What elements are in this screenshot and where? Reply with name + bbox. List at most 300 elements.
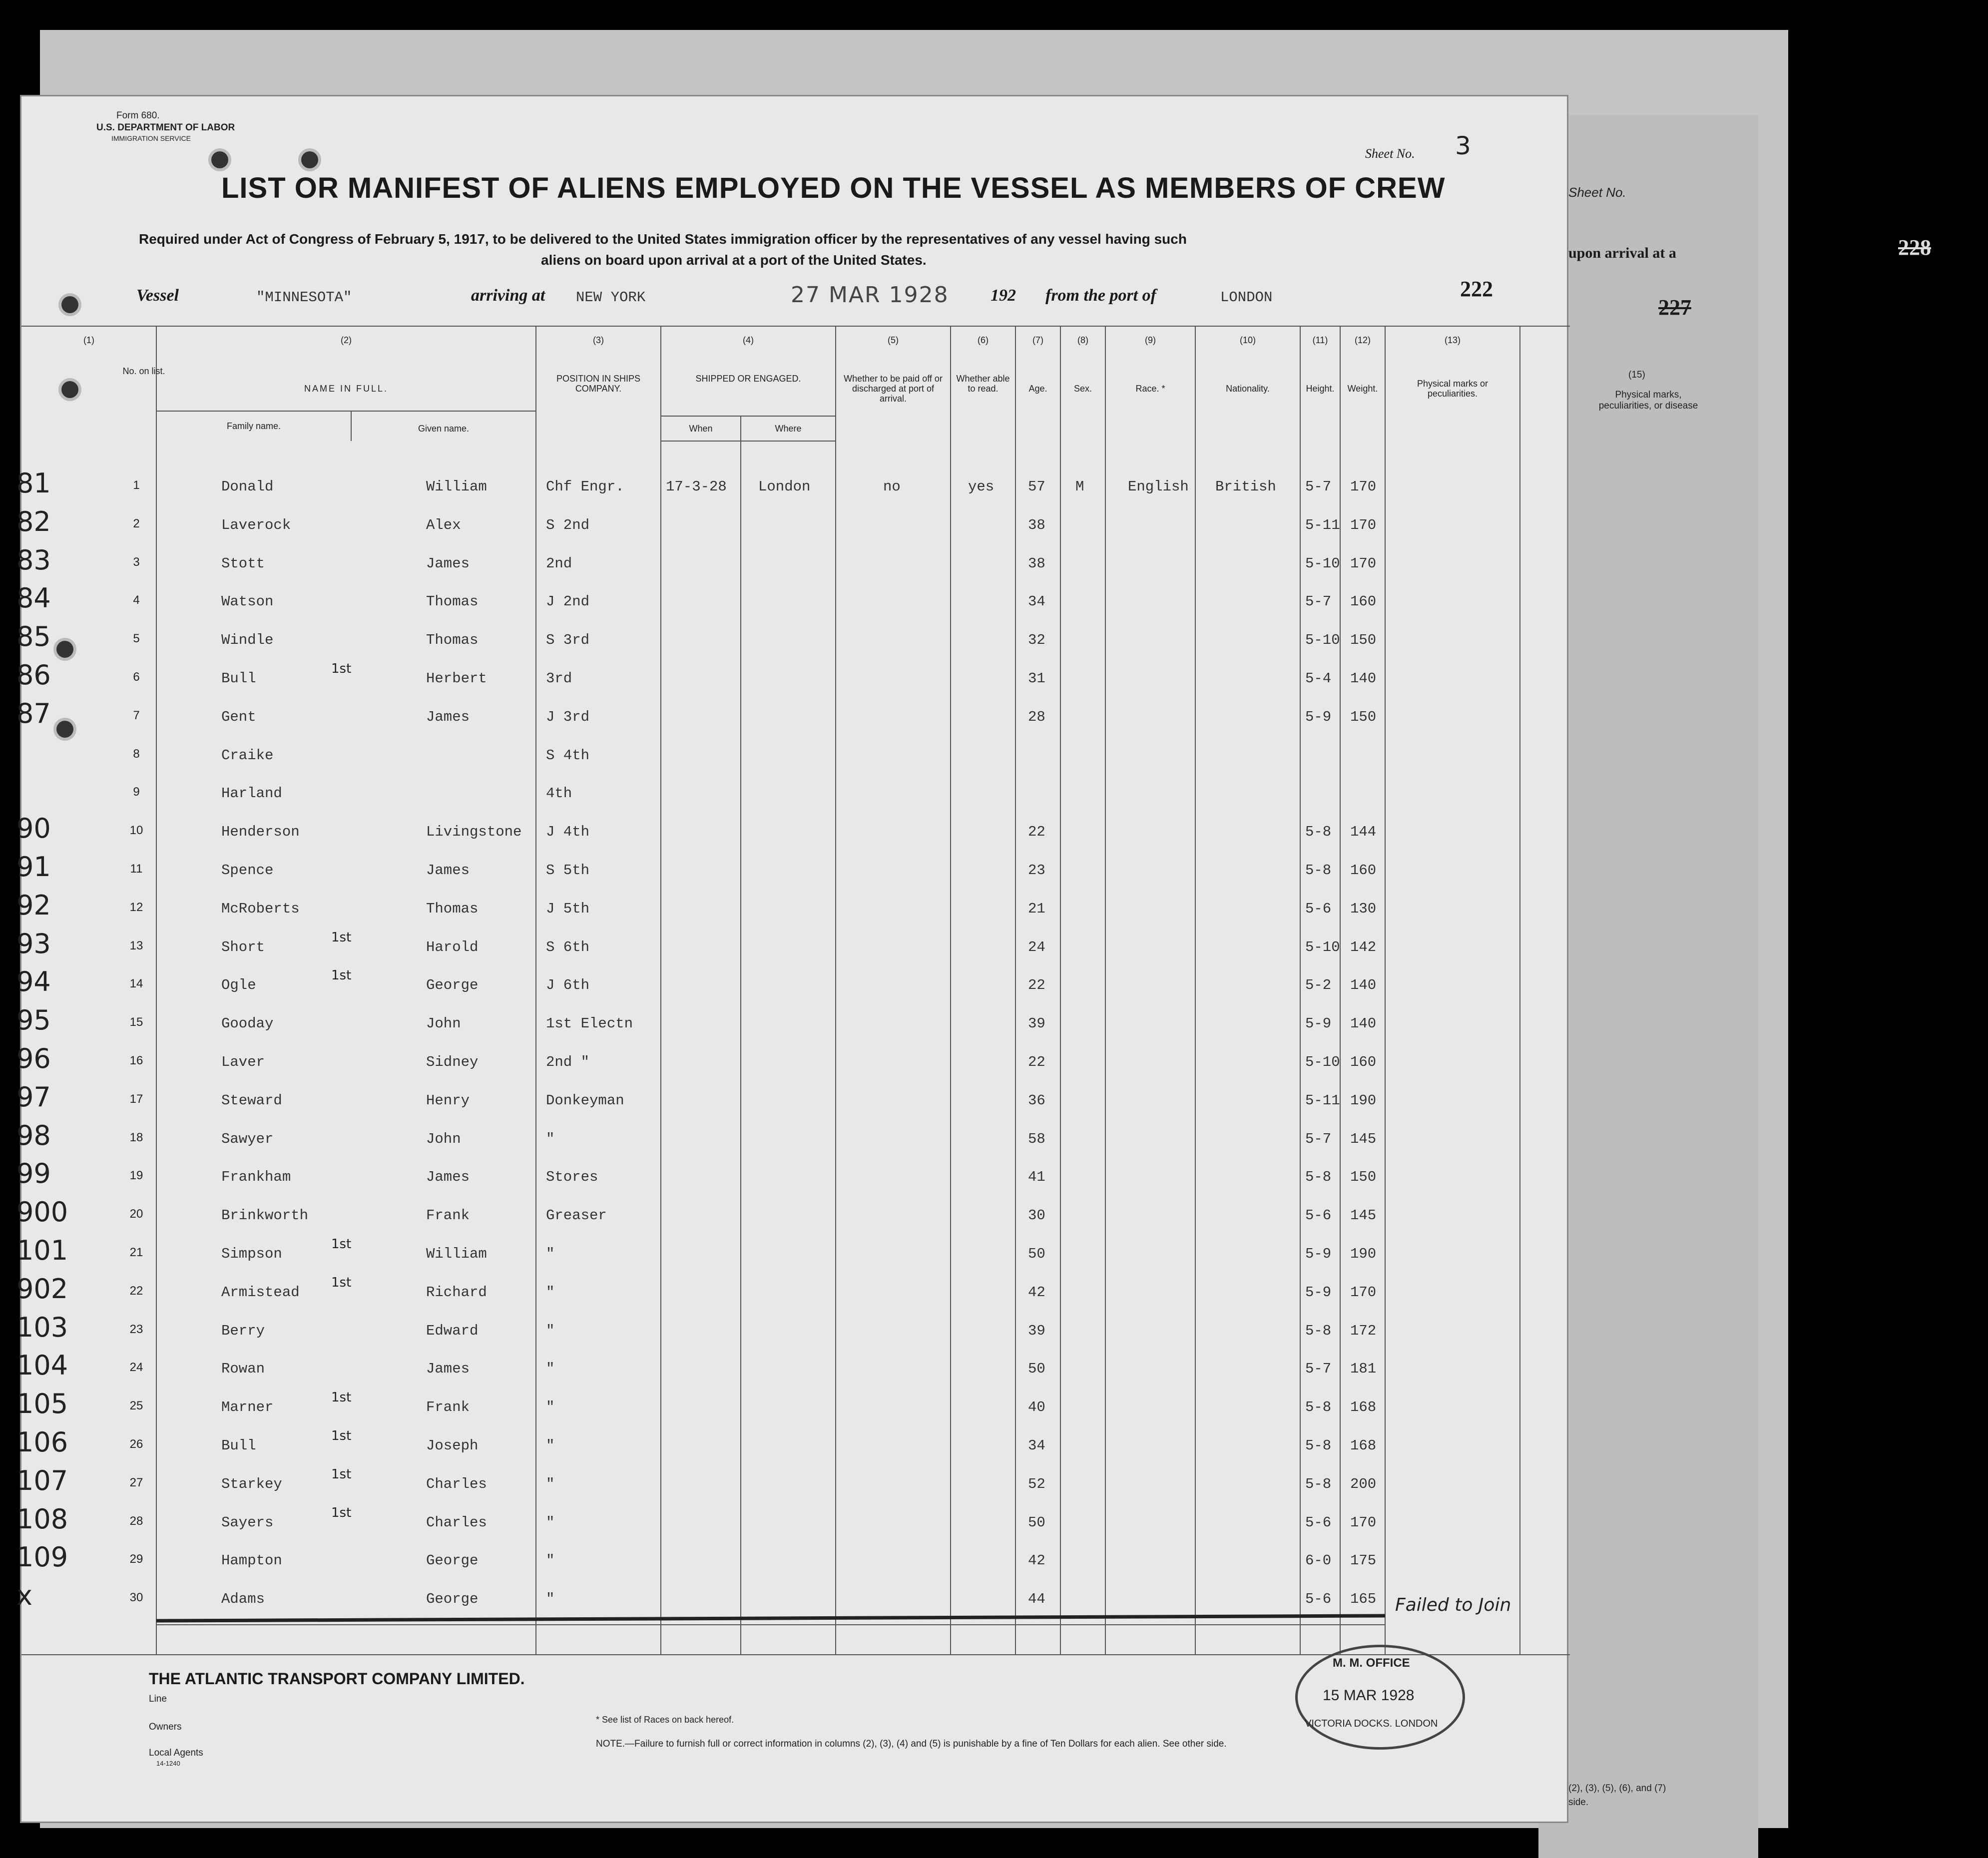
from-port: LONDON [1220,289,1273,306]
given-name: George [426,977,479,994]
height: 5-4 [1305,670,1332,687]
given-name: Alex [426,516,461,533]
shipped-where: London [758,478,811,495]
when-header: When [689,424,713,434]
position: 2nd [546,555,572,572]
height: 5-2 [1305,977,1332,994]
list-number: 23 [129,1322,143,1336]
weight: 170 [1350,1284,1377,1301]
vessel-label: Vessel [136,286,179,305]
weight: 140 [1350,977,1377,994]
family-name: McRoberts [221,900,300,917]
col12-number: (12) [1354,335,1371,345]
year-label: 192 [991,286,1016,305]
position: " [546,1322,555,1339]
given-name: Henry [426,1092,470,1109]
family-name: Gent [221,708,256,725]
owners-label: Owners [149,1722,182,1732]
manuscript-number: 108 [16,1503,68,1535]
col12-header: Weight. [1347,384,1378,394]
col7-number: (7) [1032,335,1043,345]
given-name: Charles [426,1514,487,1531]
weight: 190 [1350,1092,1377,1109]
back-bottom-note-1: (2), (3), (5), (6), and (7) [1568,1783,1666,1794]
height: 5-9 [1305,708,1332,725]
age: 57 [1028,478,1045,495]
col5-header: Whether to be paid off or discharged at port of arrival. [844,374,943,404]
given-name: Livingstone [426,824,522,841]
height: 5-9 [1305,1284,1332,1301]
manifest-page [16,95,1568,1823]
shipped-when: 17-3-28 [666,478,727,495]
family-name: Gooday [221,1015,274,1032]
family-name: Berry [221,1322,265,1339]
col5-number: (5) [888,335,899,345]
position: 4th [546,785,572,802]
col6-number: (6) [978,335,989,345]
sheet-number: 3 [1455,131,1471,160]
position: " [546,1246,555,1262]
age: 23 [1028,862,1045,879]
family-name: Simpson [221,1246,282,1262]
weight: 150 [1350,632,1377,649]
list-number: 8 [133,747,140,761]
list-number: 20 [129,1207,143,1221]
stamp-location: VICTORIA DOCKS. LONDON [1305,1718,1438,1729]
form-number: Form 680. [116,110,160,121]
position: S 6th [546,938,590,955]
col2-header: NAME IN FULL. [304,384,389,394]
given-name: Thomas [426,593,479,610]
weight: 170 [1350,516,1377,533]
manuscript-number: 106 [16,1426,68,1458]
weight: 160 [1350,593,1377,610]
nationality: British [1215,478,1276,495]
family-name: Rowan [221,1361,265,1378]
manuscript-number: 99 [16,1158,51,1190]
family-name: Henderson [221,824,300,841]
family-name: Spence [221,862,274,879]
position: S 2nd [546,516,590,533]
arriving-label: arriving at [471,286,545,305]
weight: 160 [1350,862,1377,879]
family-name-header: Family name. [226,421,281,431]
weight: 144 [1350,824,1377,841]
position: Chf Engr. [546,478,624,495]
height: 5-10 [1305,555,1340,572]
manuscript-number: 85 [16,621,51,653]
col11-number: (11) [1312,335,1328,345]
position: S 3rd [546,632,590,649]
given-name: William [426,478,487,495]
manuscript-number: 900 [16,1196,68,1228]
age: 39 [1028,1015,1045,1032]
height: 5-7 [1305,1130,1332,1147]
manuscript-number: 95 [16,1004,51,1036]
age: 32 [1028,632,1045,649]
family-name: Laver [221,1054,265,1070]
position: 3rd [546,670,572,687]
position: S 5th [546,862,590,879]
age: 21 [1028,900,1045,917]
col13-number: (13) [1444,335,1461,345]
age: 31 [1028,670,1045,687]
weight: 200 [1350,1475,1377,1492]
arriving-port: NEW YORK [576,289,646,306]
position: Greaser [546,1207,607,1224]
family-name: Laverock [221,516,291,533]
agents-label: Local Agents [149,1748,203,1758]
position: " [546,1591,555,1608]
position: " [546,1399,555,1416]
class-mark: 1st [331,1466,352,1482]
list-number: 15 [129,1015,143,1029]
list-number: 24 [129,1361,143,1375]
age: 24 [1028,938,1045,955]
family-name: Watson [221,593,274,610]
weight: 170 [1350,1514,1377,1531]
where-header: Where [775,424,802,434]
manuscript-number: x [16,1580,32,1612]
col1-header: No. on list. [122,366,165,376]
list-number: 9 [133,785,140,799]
col11-header: Height. [1306,384,1335,394]
family-name: Bull [221,1437,256,1454]
given-name: Harold [426,938,479,955]
list-number: 17 [129,1092,143,1106]
family-name: Harland [221,785,282,802]
family-name: Armistead [221,1284,300,1301]
given-name: Edward [426,1322,479,1339]
col2-number: (2) [341,335,352,345]
col3-header: POSITION IN SHIPS COMPANY. [556,374,641,394]
list-number: 5 [133,632,140,646]
height: 5-8 [1305,1399,1332,1416]
list-number: 21 [129,1246,143,1259]
height: 5-6 [1305,1207,1332,1224]
list-number: 3 [133,555,140,569]
manuscript-number: 86 [16,659,51,691]
given-name: James [426,1169,470,1186]
list-number: 6 [133,670,140,684]
position: J 3rd [546,708,590,725]
weight: 172 [1350,1322,1377,1339]
col4-number: (4) [743,335,754,345]
given-name: James [426,1361,470,1378]
page-title: LIST OR MANIFEST OF ALIENS EMPLOYED ON THE VESSEL AS MEMBERS OF CREW [221,172,1446,204]
manuscript-number: 97 [16,1081,51,1113]
position: " [546,1130,555,1147]
age: 28 [1028,708,1045,725]
family-name: Windle [221,632,274,649]
height: 5-10 [1305,632,1340,649]
manuscript-number: 92 [16,889,51,921]
age: 39 [1028,1322,1045,1339]
weight: 140 [1350,670,1377,687]
sex: M [1075,478,1084,495]
class-mark: 1st [331,1237,352,1252]
height: 5-6 [1305,1591,1332,1608]
manuscript-number: 82 [16,505,51,537]
height: 6-0 [1305,1552,1332,1569]
family-name: Craike [221,747,274,764]
age: 30 [1028,1207,1045,1224]
manuscript-number: 84 [16,582,51,614]
given-name: Thomas [426,900,479,917]
weight: 168 [1350,1437,1377,1454]
height: 5-11 [1305,1092,1340,1109]
position: J 4th [546,824,590,841]
office-stamp [1295,1645,1465,1750]
height: 5-9 [1305,1015,1332,1032]
age: 52 [1028,1475,1045,1492]
manuscript-number: 93 [16,928,51,959]
position: " [546,1514,555,1531]
page-number: 222 [1460,277,1493,301]
age: 34 [1028,593,1045,610]
position: 2nd " [546,1054,590,1070]
company-name: THE ATLANTIC TRANSPORT COMPANY LIMITED. [149,1670,525,1688]
list-number: 1 [133,478,140,492]
weight: 190 [1350,1246,1377,1262]
given-name: Herbert [426,670,487,687]
family-name: Brinkworth [221,1207,309,1224]
col1-number: (1) [83,335,94,345]
list-number: 19 [129,1169,143,1183]
given-name: John [426,1130,461,1147]
given-name: John [426,1015,461,1032]
age: 50 [1028,1361,1045,1378]
weight: 160 [1350,1054,1377,1070]
given-name: George [426,1552,479,1569]
list-number: 26 [129,1437,143,1451]
races-note: * See list of Races on back hereof. [596,1715,734,1725]
height: 5-8 [1305,1475,1332,1492]
age: 22 [1028,1054,1045,1070]
height: 5-6 [1305,1514,1332,1531]
given-name: Joseph [426,1437,479,1454]
manuscript-number: 109 [16,1541,68,1573]
given-name: Sidney [426,1054,479,1070]
family-name: Donald [221,478,274,495]
given-name: Thomas [426,632,479,649]
back-page-228: 228 [1898,235,1931,260]
given-name: Frank [426,1207,470,1224]
failed-to-join-note: Failed to Join [1395,1595,1511,1615]
col4-header: SHIPPED OR ENGAGED. [695,374,801,384]
sheet-label: Sheet No. [1365,146,1415,161]
col6-header: Whether able to read. [956,374,1010,394]
weight: 175 [1350,1552,1377,1569]
list-number: 14 [129,977,143,991]
manuscript-number: 96 [16,1043,51,1074]
given-name: Frank [426,1399,470,1416]
height: 5-7 [1305,1361,1332,1378]
age: 38 [1028,555,1045,572]
height: 5-8 [1305,1322,1332,1339]
col9-number: (9) [1145,335,1156,345]
weight: 145 [1350,1207,1377,1224]
paid-off: no [883,478,901,495]
manuscript-number: 91 [16,851,51,883]
position: " [546,1361,555,1378]
manuscript-number: 105 [16,1388,68,1420]
position: 1st Electn [546,1015,633,1032]
list-number: 27 [129,1475,143,1489]
age: 41 [1028,1169,1045,1186]
height: 5-8 [1305,824,1332,841]
given-name: Richard [426,1284,487,1301]
back-bottom-note-2: side. [1568,1797,1589,1808]
height: 5-7 [1305,593,1332,610]
height: 5-10 [1305,938,1340,955]
family-name: Sayers [221,1514,274,1531]
age: 50 [1028,1246,1045,1262]
arrival-date-stamp: 27 MAR 1928 [791,282,949,308]
list-number: 16 [129,1054,143,1067]
height: 5-7 [1305,478,1332,495]
col7-header: Age. [1028,384,1047,394]
age: 22 [1028,824,1045,841]
service: IMMIGRATION SERVICE [111,134,191,142]
race: English [1128,478,1189,495]
age: 38 [1028,516,1045,533]
family-name: Adams [221,1591,265,1608]
given-name: Charles [426,1475,487,1492]
class-mark: 1st [331,661,352,676]
height: 5-10 [1305,1054,1340,1070]
position: " [546,1437,555,1454]
penalty-note: NOTE.—Failure to furnish full or correct information in columns (2), (3), (4) and (5) is punishable by a fine of Ten Dollars for each alien. See other side. [596,1739,1227,1749]
department: U.S. DEPARTMENT OF LABOR [96,122,235,133]
position: " [546,1552,555,1569]
family-name: Marner [221,1399,274,1416]
family-name: Short [221,938,265,955]
manuscript-number: 98 [16,1119,51,1151]
position: J 5th [546,900,590,917]
age: 36 [1028,1092,1045,1109]
manuscript-number: 902 [16,1273,68,1305]
from-port-label: from the port of [1045,286,1156,305]
class-mark: 1st [331,1390,352,1405]
manuscript-number: 81 [16,467,51,499]
form-code: 14-1240 [156,1760,180,1767]
manuscript-number: 107 [16,1464,68,1496]
col3-number: (3) [593,335,604,345]
back-col15-head: Physical marks, peculiarities, or disease [1598,390,1698,411]
height: 5-8 [1305,862,1332,879]
col8-number: (8) [1077,335,1088,345]
list-number: 29 [129,1552,143,1566]
family-name: Starkey [221,1475,282,1492]
back-sheet-label: Sheet No. [1568,185,1626,200]
weight: 170 [1350,478,1377,495]
col9-header: Race. * [1135,384,1165,394]
height: 5-8 [1305,1169,1332,1186]
class-mark: 1st [331,968,352,983]
family-name: Stott [221,555,265,572]
col8-header: Sex. [1073,384,1092,394]
age: 22 [1028,977,1045,994]
height: 5-11 [1305,516,1340,533]
col10-header: Nationality. [1226,384,1270,394]
height: 5-9 [1305,1246,1332,1262]
weight: 168 [1350,1399,1377,1416]
vessel-name: "MINNESOTA" [256,289,352,306]
family-name: Bull [221,670,256,687]
position: Donkeyman [546,1092,624,1109]
class-mark: 1st [331,1275,352,1290]
weight: 150 [1350,708,1377,725]
given-name: James [426,555,470,572]
stamp-date: 15 MAR 1928 [1323,1687,1415,1704]
age: 40 [1028,1399,1045,1416]
able-to-read: yes [968,478,994,495]
list-number: 22 [129,1284,143,1298]
col13-header: Physical marks or peculiarities. [1417,379,1489,399]
age: 42 [1028,1284,1045,1301]
position: J 6th [546,977,590,994]
weight: 130 [1350,900,1377,917]
class-mark: 1st [331,1428,352,1443]
position: " [546,1284,555,1301]
back-page-227: 227 [1658,295,1691,320]
stamp-office: M. M. OFFICE [1333,1656,1410,1670]
subtitle-line2: aliens on board upon arrival at a port of the United States. [541,252,927,268]
line-label: Line [149,1694,167,1704]
manuscript-number: 83 [16,544,51,576]
list-number: 11 [130,862,143,876]
class-mark: 1st [331,1505,352,1520]
class-mark: 1st [331,929,352,945]
given-name-header: Given name. [418,424,470,434]
background-sheet-right [1538,115,1758,1858]
list-number: 12 [129,900,143,914]
age: 58 [1028,1130,1045,1147]
manuscript-number: 87 [16,697,51,729]
back-col15-no: (15) [1628,370,1645,380]
list-number: 28 [129,1514,143,1528]
weight: 181 [1350,1361,1377,1378]
age: 42 [1028,1552,1045,1569]
family-name: Hampton [221,1552,282,1569]
position: S 4th [546,747,590,764]
list-number: 18 [129,1130,143,1144]
list-number: 10 [129,824,143,838]
given-name: William [426,1246,487,1262]
age: 50 [1028,1514,1045,1531]
manuscript-number: 90 [16,813,51,845]
subtitle-line1: Required under Act of Congress of February 5, 1917, to be delivered to the United States immigration officer by the representatives of any vessel having such [139,231,1187,247]
list-number: 2 [133,516,140,530]
given-name: James [426,708,470,725]
given-name: George [426,1591,479,1608]
family-name: Ogle [221,977,256,994]
list-number: 13 [129,938,143,952]
family-name: Sawyer [221,1130,274,1147]
manuscript-number: 104 [16,1350,68,1382]
weight: 165 [1350,1591,1377,1608]
list-number: 25 [129,1399,143,1413]
weight: 170 [1350,555,1377,572]
weight: 150 [1350,1169,1377,1186]
weight: 142 [1350,938,1377,955]
col10-number: (10) [1239,335,1256,345]
manuscript-number: 101 [16,1235,68,1266]
list-number: 30 [129,1591,143,1605]
height: 5-6 [1305,900,1332,917]
age: 44 [1028,1591,1045,1608]
